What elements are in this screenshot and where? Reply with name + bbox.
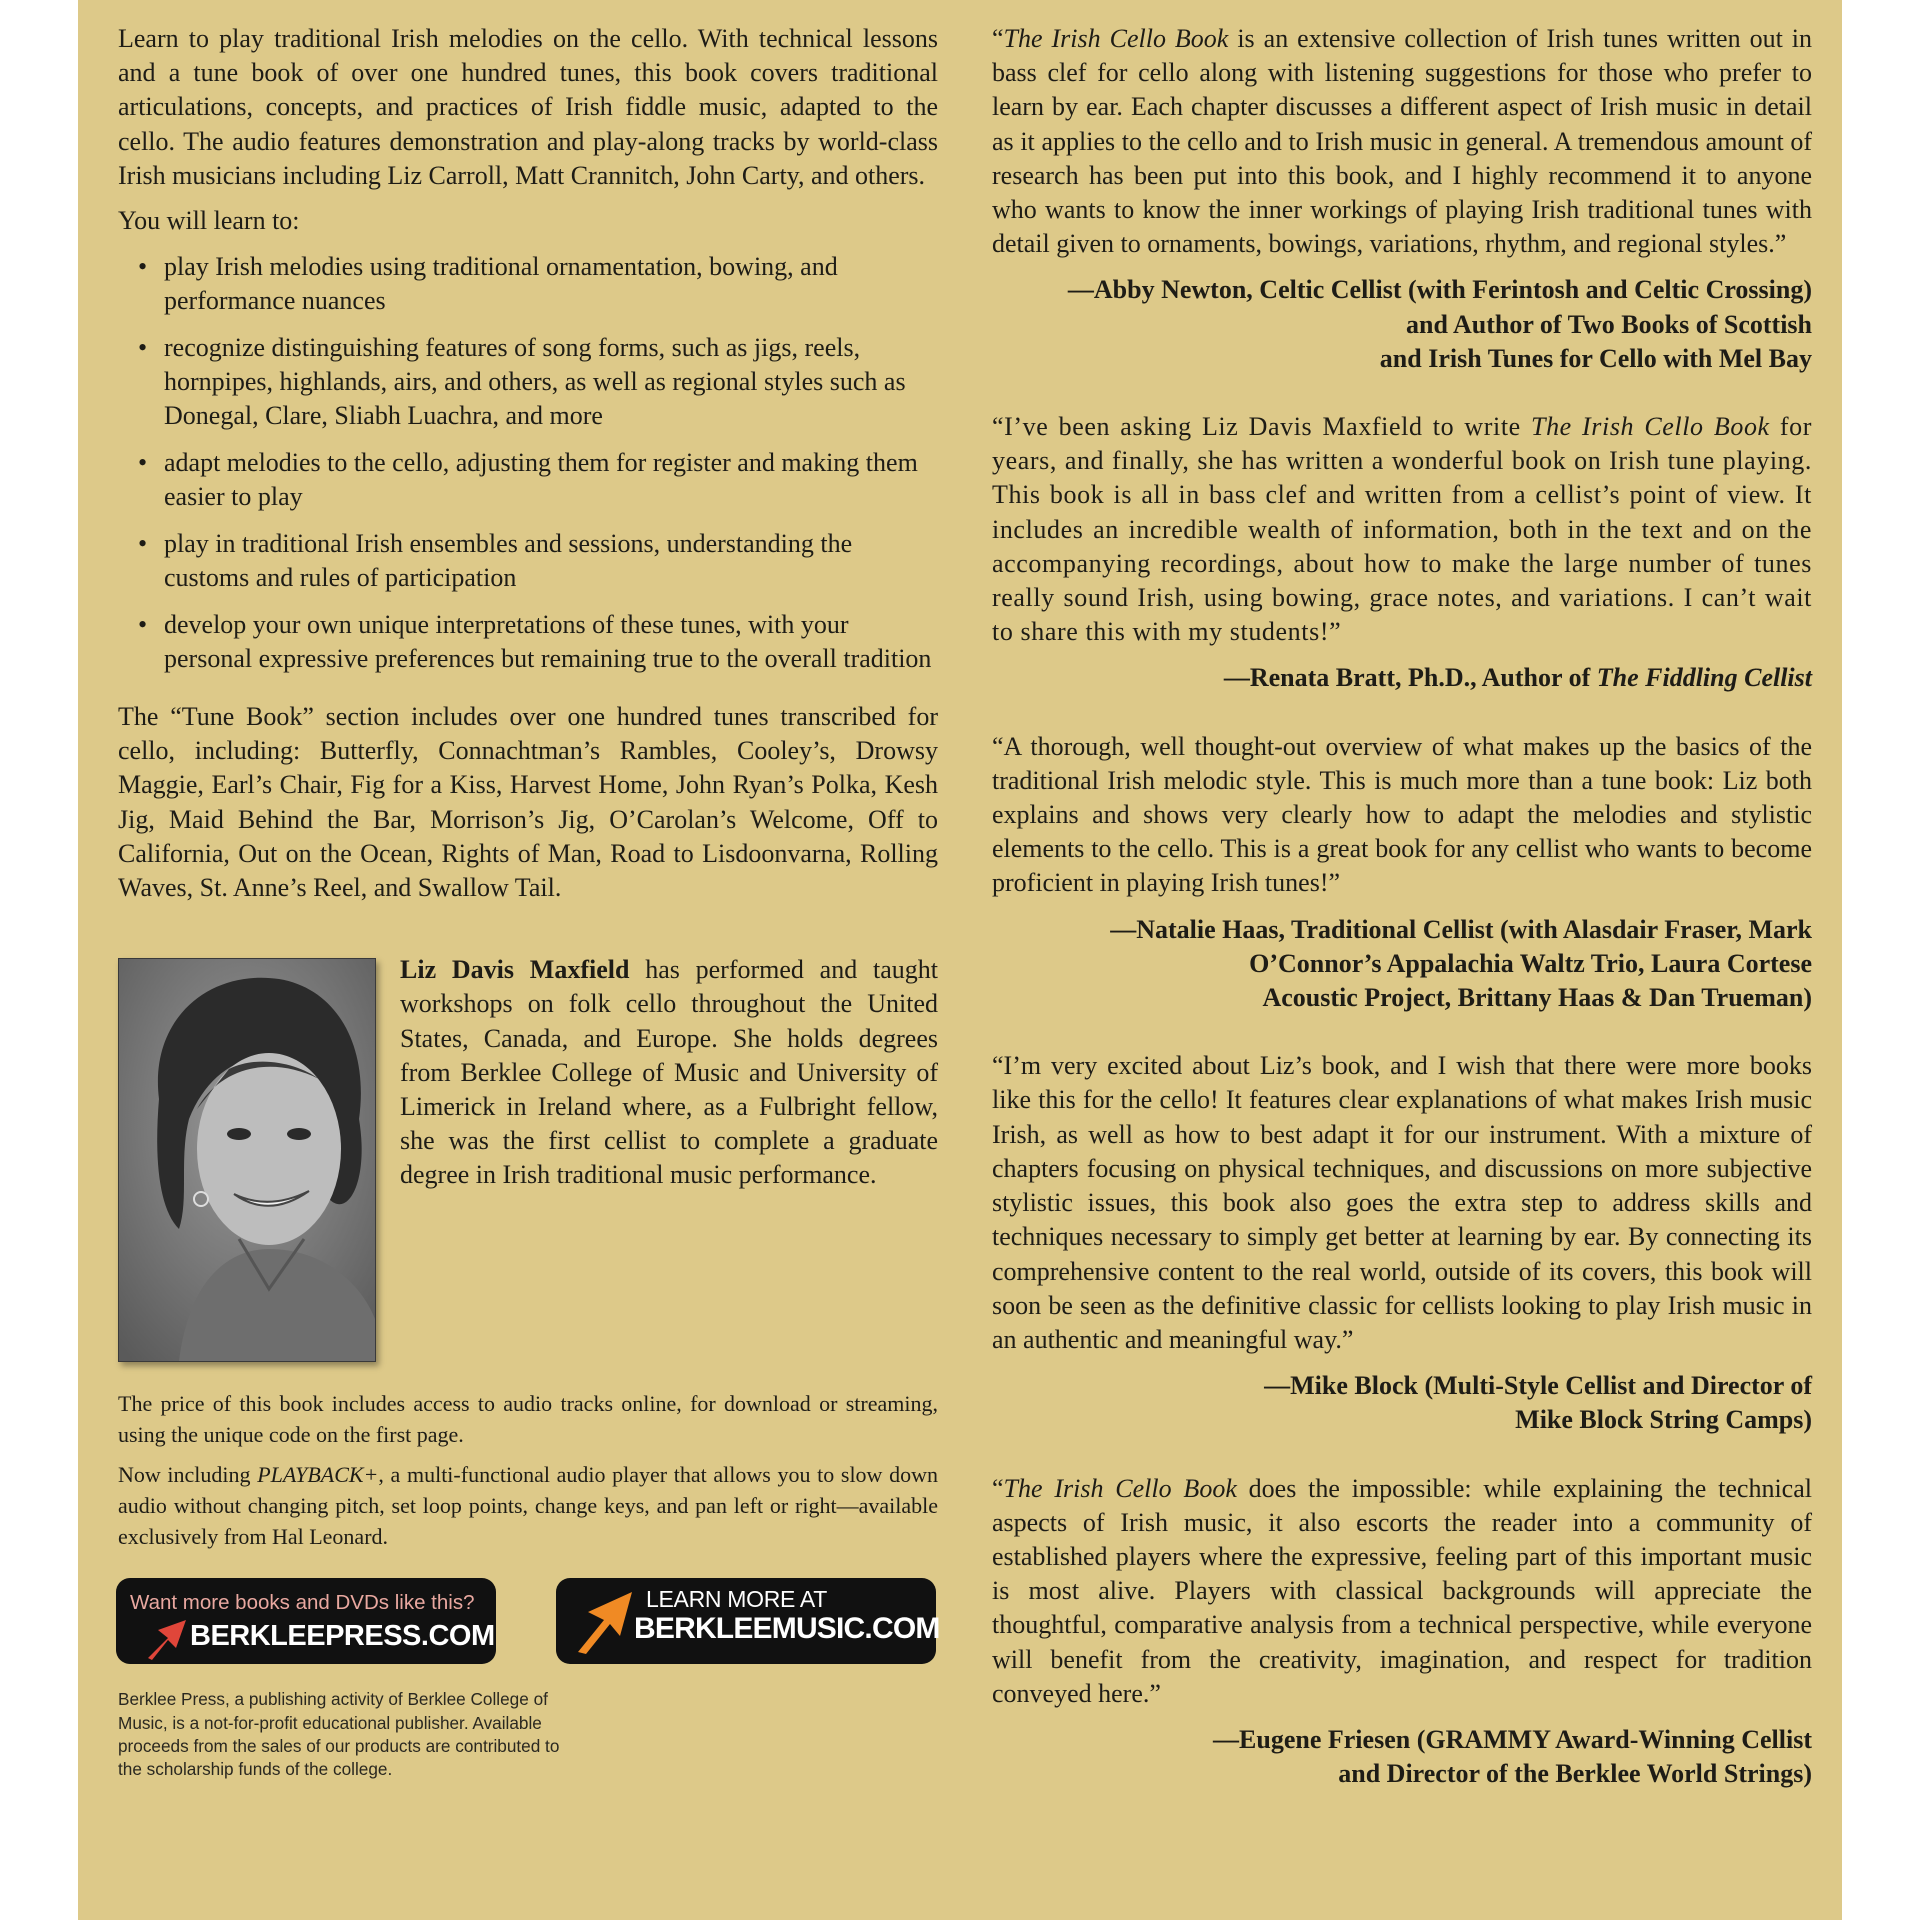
intro-paragraph: Learn to play traditional Irish melodies on the cello. With technical lessons and a tune book of over one hundred tunes, this book covers traditional articulations, concepts, and practices of Irish fiddle music, adapted to the cello. The audio features demonstration and play-along tracks by world-class Irish musicians including Liz Carroll, Matt Crannitch, John Carty, and others. [118,24,938,190]
author-photo [118,958,376,1362]
right-column [992,22,1812,1791]
bio-body: has performed and taught workshops on folk cello throughout the United States, Canada, and Europe. She holds degrees from Berklee College of Music and University of Limerick in Ireland where, as a Fulbright fellow, she was the first cellist to complete a graduate degree in Irish traditional music performance. [400,955,938,1190]
berkleemusic-tagline: LEARN MORE AT [646,1586,827,1613]
attribution-line: Mike Block String Camps) [1515,1405,1812,1435]
arrow-icon [144,1616,188,1662]
back-cover [78,0,1842,1920]
quote-haas: “A thorough, well thought-out overview of what makes up the basics of the traditional Irish melodic style. This is much more than a tune book: Liz both explains and shows very clearly how to adapt the melodies and stylistic elements to the cello. This is a great book for any cellist who wants to become proficient in playing Irish tunes!” [992,731,1812,898]
attribution-line: Acoustic Project, Brittany Haas & Dan Trueman) [1262,983,1812,1013]
book-title: The Irish Cello Book [1531,412,1770,442]
open-quote: “ [992,1473,1004,1503]
author-bio [118,955,938,1366]
quote-block: “I’m very excited about Liz’s book, and I wish that there were more books like this for the cello! It features clear explanations of what makes Irish music Irish, as well as how to best adapt it for our instrument. With a mixture of chapters focusing on physical techniques, and discussions on more subjective stylistic issues, this book also goes the extra step to address skills and techniques necessary to simply get better at learning by ear. By connecting its comprehensive content to the real world, outside of its covers, this book will soon be seen as the definitive classic for cellists looking to play Irish music in an authentic and meaningful way.” [992,1051,1812,1354]
attribution-line: —Natalie Haas, Traditional Cellist (with Alasdair Fraser, Mark [1110,914,1812,944]
audio-note: The price of this book includes access to audio tracks online, for download or streaming, using the unique code on the first page. [118,1391,938,1448]
open-quote: “ [992,24,1004,53]
list-item: • adapt melodies to the cello, adjusting them for register and making them easier to play [164,446,938,514]
quote-text: does the impossible: while explaining the technical aspects of Irish music, it also escorts the reader into a community of established players where the expressive, feeling part of this important music is most alive. Players with classical backgrounds will appreciate the thoughtful, comparative analysis from a technical perspective, while everyone will benefit from the creativity, imagination, and respect for tradition conveyed here.” [992,1473,1812,1708]
left-column [118,22,938,1782]
attribution-block [992,1369,1812,1437]
quote-text: is an extensive collection of Irish tunes written out in bass clef for cello along with listening suggestions for those who prefer to learn by ear. Each chapter discusses a different aspect of Irish music in detail as it applies to the cello and to Irish music in general. A tremendous amount of research has been put into this book, and I highly recommend it to anyone who wants to know the inner workings of playing Irish traditional tunes with detail given to ornaments, bowings, variations, rhythm, and regional styles.” [992,24,1813,259]
attribution-line: —Eugene Friesen (GRAMMY Award-Winning Cellist [1213,1724,1812,1754]
quote-newton [992,22,1812,261]
attribution-line: and Author of Two Books of Scottish [1406,309,1812,339]
attribution-haas [992,913,1812,1016]
attribution-line: —Mike Block (Multi-Style Cellist and Director of [1264,1371,1812,1401]
learn-heading: You will learn to: [118,206,300,236]
list-item: • play in traditional Irish ensembles and sessions, understanding the customs and rules of participation [164,527,938,595]
quote-text: for years, and finally, she has written a wonderful book on Irish tune playing. This book is all in bass clef and written from a cellist’s point of view. It includes an incredible wealth of information, both in the text and on the accompanying recordings, about how to make the large number of tunes really sound Irish, using bowing, grace notes, and variations. I can’t wait to share this with my students!” [992,412,1813,647]
berkleepress-url: BERKLEEPRESS.COM [190,1620,495,1653]
publisher-note: Berklee Press, a publishing activity of Berklee College of Music, is a not-for-profit educational publisher. Available proceeds from the sales of our products are contributed to the scholarship funds of the college. [118,1689,560,1780]
attribution-newton [992,273,1812,376]
promo-buttons [118,1578,938,1666]
list-item: • develop your own unique interpretations of these tunes, with your personal expressive preferences but remaining true to the overall tradition [164,608,938,676]
attribution-friesen [992,1723,1812,1791]
attribution-line: and Irish Tunes for Cello with Mel Bay [1379,343,1812,373]
book-title: The Fiddling Cellist [1596,663,1812,693]
author-name: Liz Davis Maxfield [400,955,630,985]
quote-bratt [992,410,1812,649]
tunebook-paragraph: The “Tune Book” section includes over one hundred tunes transcribed for cello, including: Butterfly, Connachtman’s Rambles, Cooley’s, Drowsy Maggie, Earl’s Chair, Fig for a Kiss, Harvest Home, John Ryan’s Polka, Kesh Jig, Maid Behind the Bar, Morrison’s Jig, O’Carolan’s Welcome, Off to California, Out on the Ocean, Rights of Man, Road to Lisdoonvarna, Rolling Waves, St. Anne’s Reel, and Swallow Tail. [118,702,938,903]
quote-text: “I’ve been asking Liz Davis Maxfield to write [992,412,1532,442]
berkleepress-tagline: Want more books and DVDs like this? [130,1591,475,1615]
bio-text [400,953,938,1192]
playback-prefix: Now including [118,1462,258,1488]
berkleemusic-url: BERKLEEMUSIC.COM [634,1612,940,1646]
attribution-line: —Abby Newton, Celtic Cellist (with Ferintosh and Celtic Crossing) [1067,275,1812,305]
list-item: • play Irish melodies using traditional ornamentation, bowing, and performance nuances [164,250,938,318]
attribution-line: —Renata Bratt, Ph.D., Author of [1223,663,1597,693]
playback-suffix: , a multi-functional audio player that allows you to slow down audio without changing pitch, set loop points, change keys, and pan left or right—available exclusively from Hal Leonard. [118,1462,938,1550]
playback-name: PLAYBACK+ [257,1462,379,1488]
playback-note [118,1459,938,1552]
quote-friesen [992,1472,1812,1711]
book-title: The Irish Cello Book [1003,1473,1237,1503]
book-title: The Irish Cello Book [1003,24,1229,53]
attribution-line: and Director of the Berklee World Strings) [1338,1759,1812,1789]
berkleemusic-button[interactable] [556,1578,940,1664]
berkleepress-button[interactable] [116,1578,496,1664]
arrow-icon [570,1584,636,1656]
attribution-line: O’Connor’s Appalachia Waltz Trio, Laura Cortese [1249,948,1812,978]
attribution-bratt [992,661,1812,695]
list-item: • recognize distinguishing features of song forms, such as jigs, reels, hornpipes, highlands, airs, and others, as well as regional styles such as Donegal, Clare, Sliabh Luachra, and more [164,331,938,433]
learn-list [118,250,938,676]
